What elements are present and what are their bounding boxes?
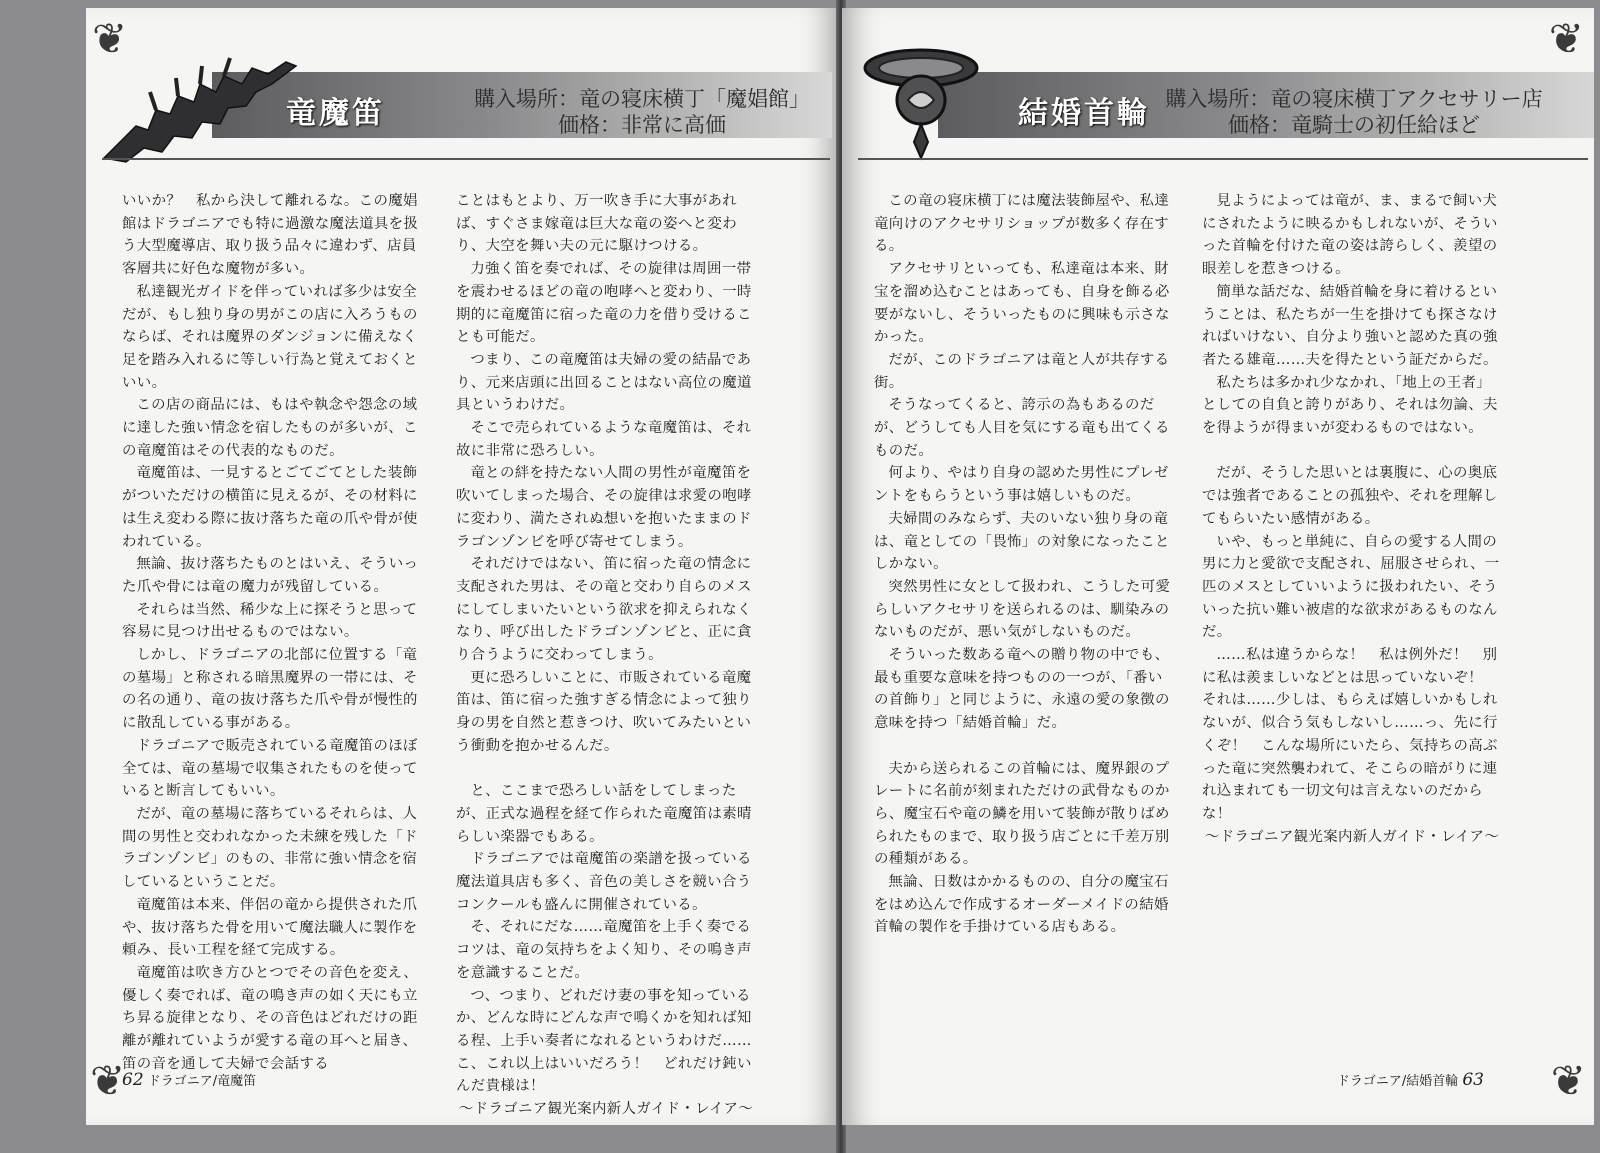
purchase-info	[1158, 86, 1550, 138]
blank-line	[874, 735, 1174, 758]
paragraph: 夫から送られるこの首輪には、魔界銀のプレートに名前が刻まれただけの武骨なものから、魔宝石や竜の鱗を用いて装飾が散りばめられたものまで、取り扱う店ごとに千差万別の種類がある。	[874, 760, 1170, 868]
header-divider	[858, 158, 1588, 160]
footer-label: ドラゴニア/竜魔笛	[147, 1074, 257, 1089]
paragraph: 簡単な話だな、結婚首輪を身に着けるということは、私たちが一生を掛けても探さなければいけない、自分より強いと認めた真の強者たる雄竜……夫を得たという証だからだ。	[1202, 283, 1498, 368]
corner-ornament-icon: ❦	[92, 14, 128, 63]
corner-ornament-icon: ❦	[1548, 14, 1584, 63]
paragraph: ドラゴニアでは竜魔笛の楽譜を扱っている魔法道具店も多く、音色の美しさを競い合うコンクールも盛んに開催されている。	[456, 851, 752, 913]
paragraph: 無論、日数はかかるものの、自分の魔宝石をはめ込んで作成するオーダーメイドの結婚首輪の製作を手掛けている店もある。	[874, 874, 1169, 936]
paragraph: そうなってくると、誇示の為もあるのだが、どうしても人目を気にする竜も出てくるものだ。	[874, 397, 1170, 459]
paragraph: 竜魔笛は本来、伴侶の竜から提供された爪や、抜け落ちた骨を用いて魔法職人に製作を頼み、長い工程を経て完成する。	[122, 896, 418, 959]
paragraph: と、ここまで恐ろしい話をしてしまったが、正式な過程を経て作られた竜魔笛は素晴らしい楽器でもある。	[456, 783, 752, 845]
paragraph: それらは当然、稀少な上に探そうと思って容易に見つけ出せるものではない。	[122, 601, 418, 641]
page-number: 63	[1462, 1070, 1484, 1090]
corner-ornament-icon: ❦	[1550, 1056, 1586, 1105]
paragraph: ことはもとより、万一吹き手に大事があれば、すぐさま嫁竜は巨大な竜の姿へと変わり、大空を舞い夫の元に駆けつける。	[456, 193, 738, 255]
paragraph: 更に恐ろしいことに、市販されている竜魔笛は、笛に宿った強すぎる情念によって独り身の男を自然と惹きつけ、吹いてみたいという衝動を抱かせるんだ。	[456, 669, 752, 754]
right-column-1	[874, 190, 1174, 939]
footer-label: ドラゴニア/結婚首輪	[1336, 1074, 1459, 1089]
paragraph: だが、このドラゴニアは竜と人が共存する街。	[874, 351, 1170, 391]
article-title: 竜魔笛	[286, 96, 385, 131]
paragraph: そういった数ある竜への贈り物の中でも、最も重要な意味を持つものの一つが、「番いの首飾り」と同じように、永遠の愛の象徴の意味を持つ「結婚首輪」だ。	[874, 647, 1170, 732]
header-divider	[102, 158, 830, 160]
article-title: 結婚首輪	[1018, 96, 1150, 131]
right-page	[842, 8, 1594, 1125]
signature: ～ドラゴニア観光案内新人ガイド・レイア～	[1204, 828, 1500, 845]
paragraph: いいか？ 私から決して離れるな。この魔娼館はドラゴニアでも特に過激な魔法道具を扱う大型魔導店、取り扱う品々に違わず、店員客層共に好色な魔物が多い。	[122, 193, 419, 278]
wedding-collar-illustration	[856, 34, 986, 164]
blank-line	[1202, 440, 1502, 463]
right-column-2	[1202, 190, 1502, 848]
purchase-price: 価格：非常に高価	[558, 113, 726, 137]
paragraph: しかし、ドラゴニアの北部に位置する「竜の墓場」と称される暗黒魔界の一帯には、その名の通り、竜の抜け落ちた爪や骨が慢性的に散乱している事がある。	[122, 647, 418, 732]
paragraph: そ、それにだな……竜魔笛を上手く奏でるコツは、竜の気持ちをよく知り、その鳴き声を意識することだ。	[456, 919, 752, 981]
signature: ～ドラゴニア観光案内新人ガイド・レイア～	[458, 1101, 754, 1118]
paragraph: それだけではない、笛に宿った竜の情念に支配された男は、その竜と交わり自らのメスにしてしまいたいという欲求を抑えられなくなり、呼び出したドラゴンゾンビと、正に貪り合うように交わってしまう。	[456, 556, 752, 664]
paragraph: そこで売られているような竜魔笛は、それ故に非常に恐ろしい。	[456, 420, 752, 459]
paragraph: この竜の寝床横丁には魔法装飾屋や、私達竜向けのアクセサリショップが数多く存在する。	[874, 193, 1170, 255]
paragraph: 何より、やはり自身の認めた男性にプレゼントをもらうという事は嬉しいものだ。	[874, 465, 1169, 505]
dragon-flute-illustration	[96, 48, 306, 168]
paragraph: つまり、この竜魔笛は夫婦の愛の結晶であり、元来店頭に出回ることはない高位の魔道具というわけだ。	[456, 351, 752, 414]
left-page	[86, 8, 838, 1125]
corner-ornament-icon: ❦	[90, 1056, 126, 1105]
paragraph: アクセサリといっても、私達竜は本来、財宝を溜め込むことはあっても、自身を飾る必要がないし、そういったものに興味も示さなかった。	[874, 261, 1170, 346]
paragraph: ……私は違うからな！ 私は例外だ！ 別に私は羨ましいなどとは思っていないぞ！ それは……少しは、もらえば嬉しいかもしれないが、似合う気もしないし……っ、先に行くぞ！ こんな場所にいたら、気持ちの高ぶった竜に突然襲われて、そこらの暗がりに連れ込まれても一切文句は言えないのだからな！	[1202, 647, 1498, 822]
paragraph: 無論、抜け落ちたものとはいえ、そういった爪や骨には竜の魔力が残留している。	[122, 556, 419, 595]
paragraph: ドラゴニアで販売されている竜魔笛のほぼ全ては、竜の墓場で収集されたものを使っていると断言してもいい。	[122, 737, 418, 800]
page-footer	[122, 1070, 256, 1090]
purchase-place: 購入場所：竜の寝床横丁アクセサリー店	[1165, 87, 1543, 111]
paragraph: 竜との絆を持たない人間の男性が竜魔笛を吹いてしまった場合、その旋律は求愛の咆哮に変わり、満たされぬ想いを抱いたままのドラゴンゾンビを呼び寄せてしまう。	[456, 465, 752, 550]
purchase-price: 価格：竜騎士の初任給ほど	[1228, 113, 1480, 137]
paragraph: だが、竜の墓場に落ちているそれらは、人間の男性と交われなかった未練を残した「ドラゴンゾンビ」のもの、非常に強い情念を宿しているということだ。	[122, 805, 418, 891]
paragraph: この店の商品には、もはや執念や怨念の域に達した強い情念を宿したものが多いが、この竜魔笛はその代表的なものだ。	[122, 397, 418, 459]
paragraph: 竜魔笛は吹き方ひとつでその音色を変え、優しく奏でれば、竜の鳴き声の如く天にも立ち昇る旋律となり、その音色はどれだけの距離が離れていようが愛する竜の耳へと届き、笛の音を通して夫婦で会話する	[122, 964, 418, 1072]
paragraph: 竜魔笛は、一見するとごてごてとした装飾がついただけの横笛に見えるが、その材料には生え変わる際に抜け落ちた竜の爪や骨が使われている。	[122, 465, 418, 550]
left-column-1	[122, 190, 422, 1075]
blank-line	[456, 758, 756, 781]
paragraph: 見ようによっては竜が、ま、まるで飼い犬にされたように映るかもしれないが、そういった首輪を付けた竜の姿は誇らしく、羨望の眼差しを惹きつける。	[1202, 193, 1498, 278]
paragraph: つ、つまり、どれだけ妻の事を知っているか、どんな時にどんな声で鳴くかを知れば知る程、上手い奏者になれるというわけだ……こ、これ以上はいいだろう！ どれだけ鈍いんだ貴様は！	[456, 987, 752, 1095]
purchase-info	[462, 86, 822, 138]
paragraph: 夫婦間のみならず、夫のいない独り身の竜は、竜としての「畏怖」の対象になったことしかない。	[874, 510, 1170, 573]
page-number: 62	[122, 1070, 144, 1090]
left-column-2	[456, 190, 756, 1121]
page-footer	[1337, 1070, 1484, 1090]
paragraph: だが、そうした思いとは裏腹に、心の奥底では強者であることの孤独や、それを理解してもらいたい感情がある。	[1202, 465, 1498, 527]
paragraph: 突然男性に女として扱われ、こうした可愛らしいアクセサリを送られるのは、馴染みのないものだが、悪い気がしないものだ。	[874, 578, 1171, 641]
paragraph: いや、もっと単純に、自らの愛する人間の男に力と愛欲で支配され、屈服させられ、一匹のメスとしていいように扱われたい、そういった抗い難い被虐的な欲求があるものなんだ。	[1202, 533, 1500, 641]
paragraph: 私達観光ガイドを伴っていれば多少は安全だが、もし独り身の男がこの店に入ろうものならば、それは魔界のダンジョンに備えなく足を踏み入れるに等しい行為と覚えておくといい。	[122, 283, 418, 391]
purchase-place: 購入場所：竜の寝床横丁「魔娼館」	[474, 87, 810, 111]
paragraph: 私たちは多かれ少なかれ、「地上の王者」としての自負と誇りがあり、それは勿論、夫を得ようが得まいが変わるものではない。	[1202, 374, 1498, 437]
paragraph: 力強く笛を奏でれば、その旋律は周囲一帯を震わせるほどの竜の咆哮へと変わり、一時期的に竜魔笛に宿った竜の力を借り受けることも可能だ。	[456, 261, 752, 346]
